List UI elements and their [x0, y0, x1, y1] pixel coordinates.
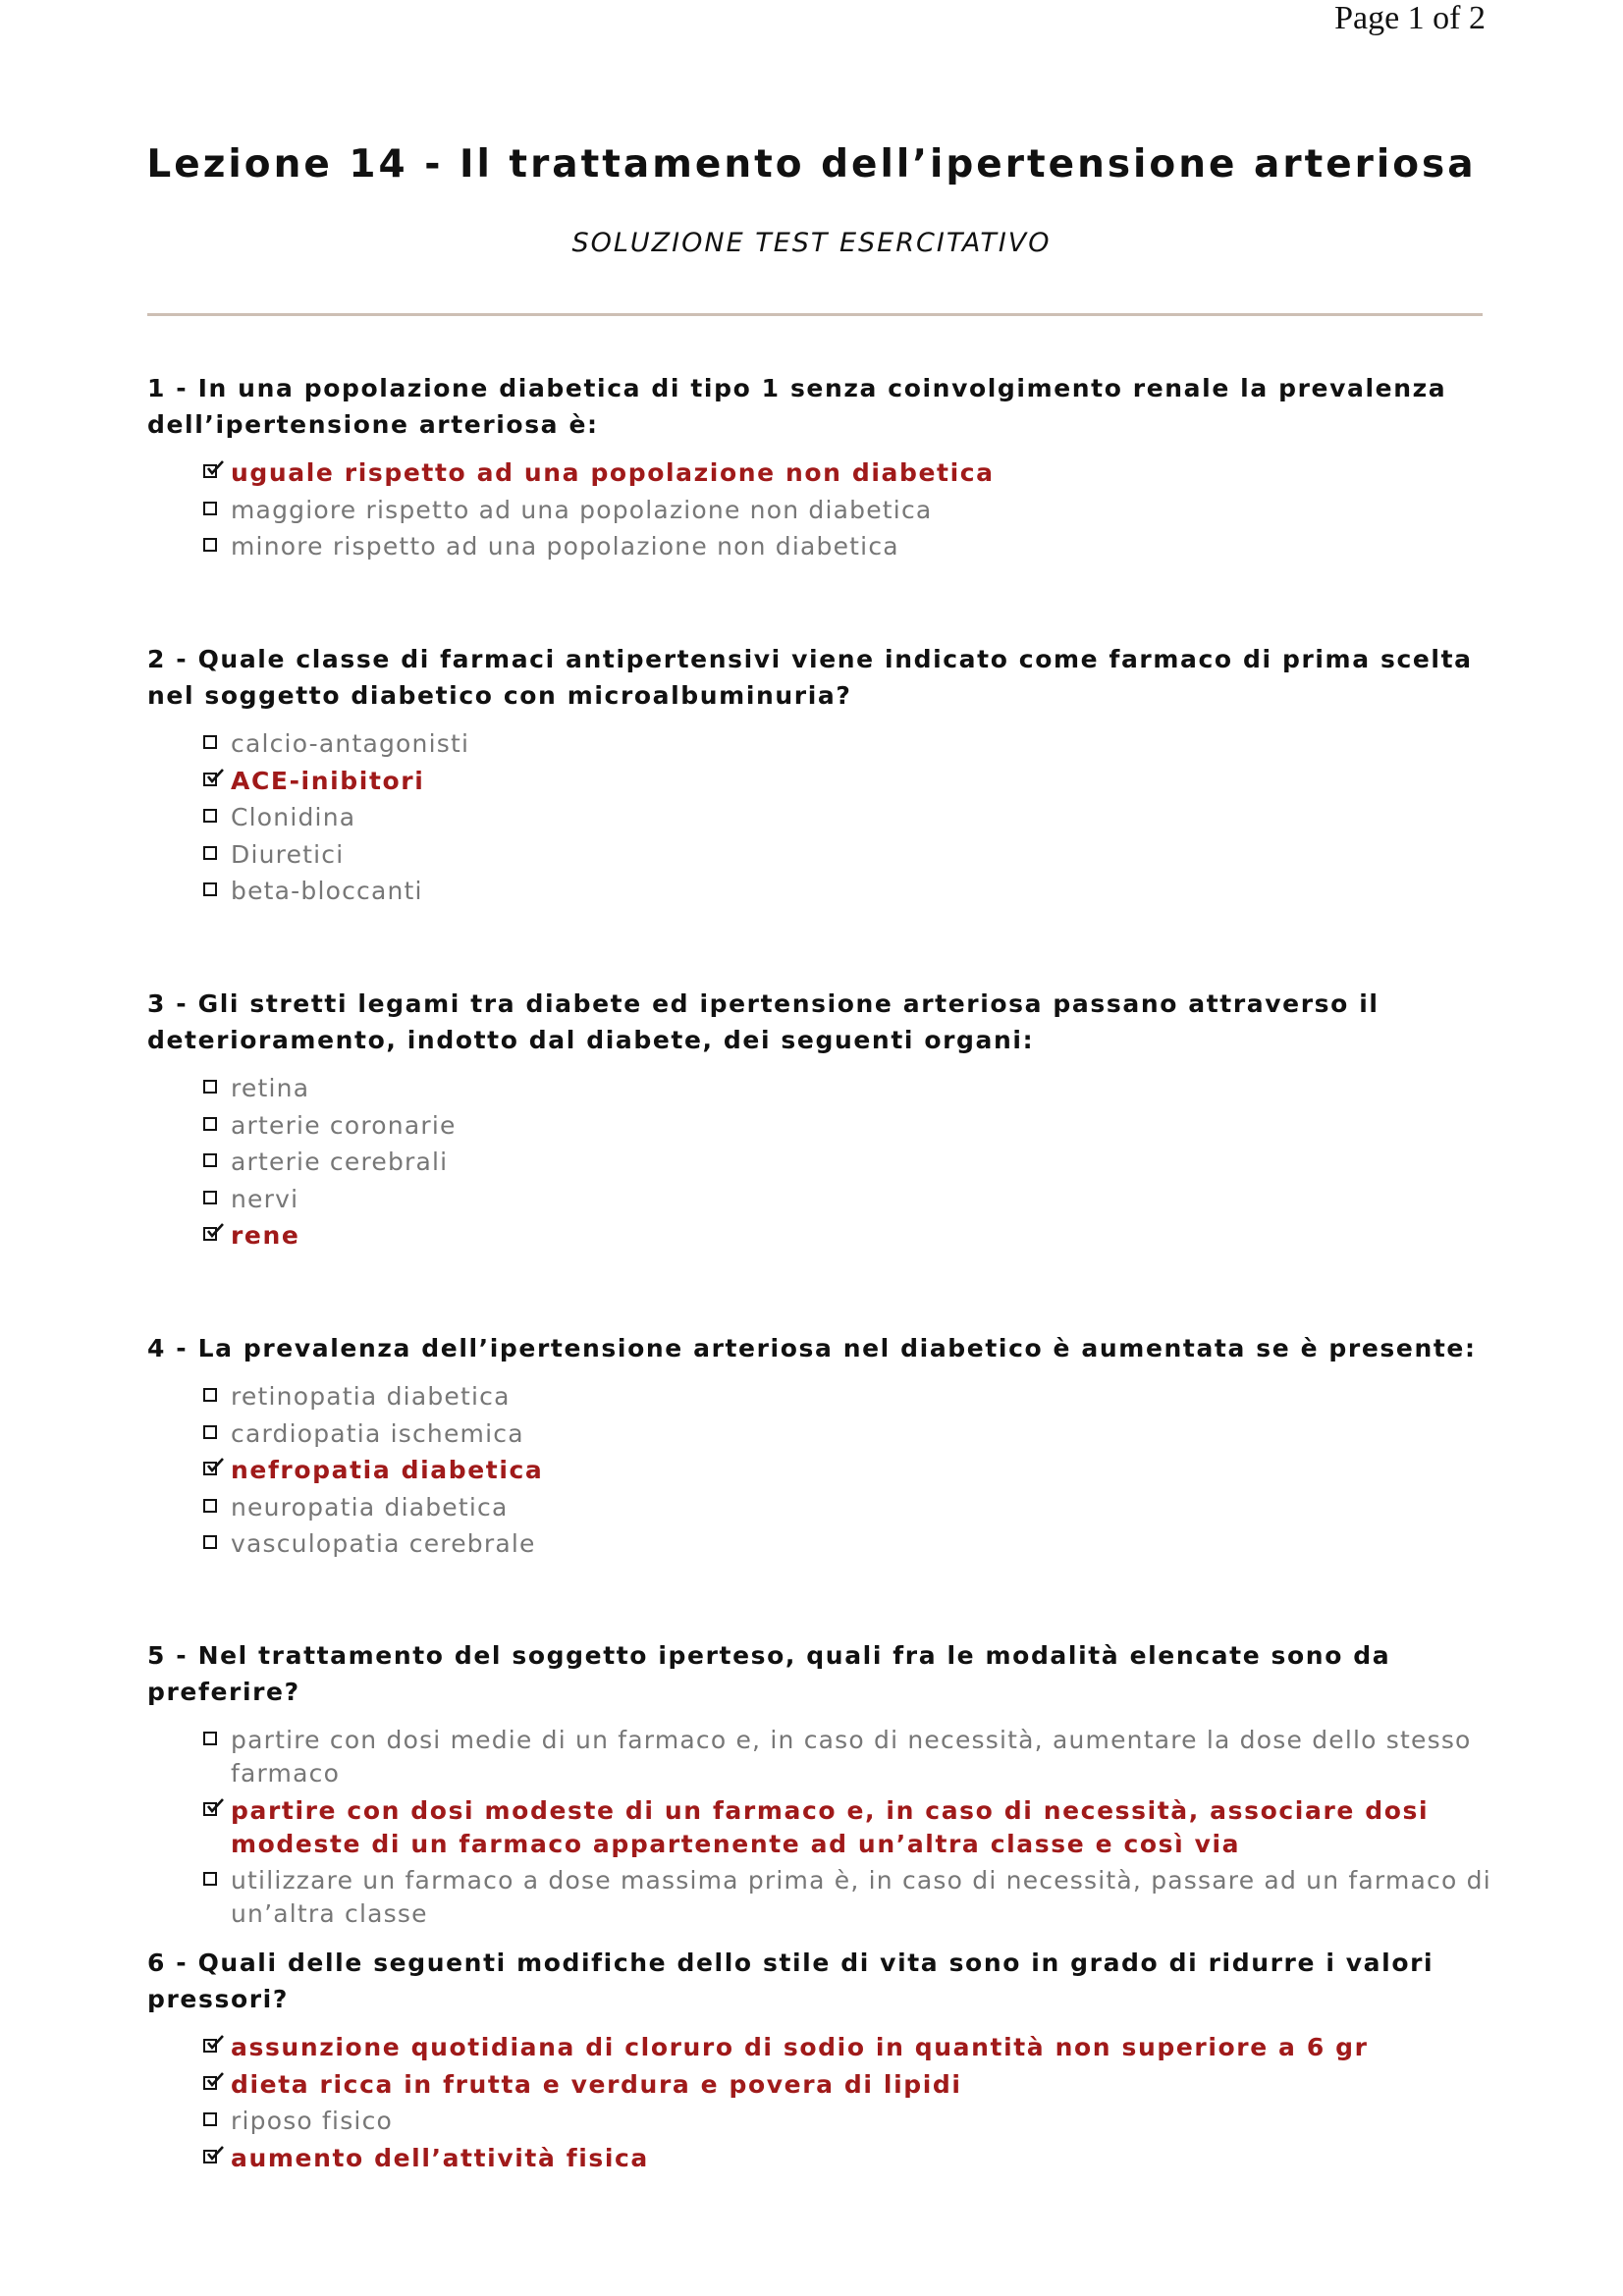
answer-option [147, 494, 1492, 527]
checkbox-icon[interactable] [203, 502, 217, 515]
checkbox-icon[interactable] [203, 1080, 217, 1094]
answer-list [147, 456, 1492, 563]
answer-option-correct [147, 765, 1492, 798]
checkmark-icon [207, 1223, 224, 1240]
checked-checkbox-icon[interactable] [203, 2150, 217, 2163]
answer-option [147, 727, 1492, 761]
answer-text: partire con dosi modeste di un farmaco e, in caso di necessità, associare dosi modeste di un farmaco appartenente ad un’altra classe e così via [231, 1795, 1430, 1858]
answer-text: aumento dell’attività fisica [231, 2143, 649, 2172]
answer-text: assunzione quotidiana di cloruro di sodio in quantità non superiore a 6 gr [231, 2033, 1369, 2061]
checkmark-icon [207, 2072, 224, 2089]
checked-checkbox-icon[interactable] [203, 464, 217, 478]
checkmark-icon [207, 1458, 224, 1474]
checked-checkbox-icon[interactable] [203, 2039, 217, 2053]
checkbox-icon[interactable] [203, 1191, 217, 1204]
question-3 [147, 986, 1492, 1256]
answer-text: vasculopatia cerebrale [231, 1529, 536, 1558]
answer-list [147, 1724, 1492, 1931]
checkbox-icon[interactable] [203, 735, 217, 749]
answer-text: Diuretici [231, 839, 345, 869]
answer-option [147, 1417, 1492, 1451]
answer-list [147, 1072, 1492, 1253]
checkbox-icon[interactable] [203, 1388, 217, 1402]
answer-text: nervi [231, 1184, 299, 1213]
answer-text: nefropatia diabetica [231, 1456, 544, 1484]
answer-option [147, 1072, 1492, 1105]
answer-option [147, 875, 1492, 908]
answer-text: partire con dosi medie di un farmaco e, in caso di necessità, aumentare la dose dello stesso farmaco [231, 1726, 1472, 1788]
checkbox-icon[interactable] [203, 882, 217, 896]
answer-option [147, 1146, 1492, 1179]
checked-checkbox-icon[interactable] [203, 1227, 217, 1241]
checkbox-icon[interactable] [203, 1535, 217, 1549]
question-4 [147, 1330, 1492, 1565]
checkmark-icon [207, 460, 224, 477]
answer-option [147, 1109, 1492, 1143]
question-5 [147, 1637, 1492, 1935]
question-text: 3 - Gli stretti legami tra diabete ed ipertensione arteriosa passano attraverso il deterioramento, indotto dal diabete, dei seguenti organi: [147, 989, 1380, 1054]
checkbox-icon[interactable] [203, 1425, 217, 1439]
question-6 [147, 1945, 1492, 2178]
checkbox-icon[interactable] [203, 1872, 217, 1886]
title-divider [147, 313, 1483, 316]
answer-option-correct [147, 1219, 1492, 1253]
checkmark-icon [207, 1798, 224, 1815]
checked-checkbox-icon[interactable] [203, 773, 217, 786]
question-text: 4 - La prevalenza dell’ipertensione arteriosa nel diabetico è aumentata se è presente: [147, 1334, 1477, 1362]
answer-text: retinopatia diabetica [231, 1382, 511, 1411]
answer-text: retina [231, 1074, 310, 1102]
answer-option [147, 1380, 1492, 1414]
question-text: 1 - In una popolazione diabetica di tipo 1 senza coinvolgimento renale la prevalenza dell’ipertensione arteriosa è: [147, 374, 1447, 439]
answer-option [147, 2105, 1492, 2138]
answer-text: arterie coronarie [231, 1110, 457, 1140]
answer-text: arterie cerebrali [231, 1148, 449, 1176]
question-2 [147, 641, 1492, 912]
answer-list [147, 2031, 1492, 2175]
checkbox-icon[interactable] [203, 2112, 217, 2126]
page-title: Lezione 14 - Il trattamento dell’ipertensione arteriosa [146, 142, 1477, 187]
answer-option [147, 530, 1492, 563]
checkbox-icon[interactable] [203, 1732, 217, 1745]
answer-text: rene [231, 1221, 300, 1250]
answer-text: cardiopatia ischemica [231, 1418, 524, 1448]
answer-option [147, 801, 1492, 834]
checkbox-icon[interactable] [203, 1153, 217, 1167]
question-text: 6 - Quali delle seguenti modifiche dello stile di vita sono in grado di ridurre i valori pressori? [147, 1949, 1434, 2013]
answer-text: neuropatia diabetica [231, 1492, 509, 1522]
answer-text: maggiore rispetto ad una popolazione non diabetica [231, 495, 933, 524]
checkmark-icon [207, 2035, 224, 2052]
answer-text: riposo fisico [231, 2107, 394, 2135]
question-1 [147, 370, 1492, 567]
page-number: Page 1 of 2 [1334, 0, 1486, 36]
answer-option [147, 1527, 1492, 1561]
answer-option-correct [147, 2142, 1492, 2175]
answer-text: calcio-antagonisti [231, 729, 470, 758]
answer-option-correct [147, 1794, 1492, 1861]
checkbox-icon[interactable] [203, 1499, 217, 1513]
answer-text: beta-bloccanti [231, 877, 423, 905]
answer-text: utilizzare un farmaco a dose massima prima è, in caso di necessità, passare ad un farmaco di un’altra classe [231, 1866, 1491, 1928]
answer-text: ACE-inibitori [231, 766, 425, 795]
answer-option [147, 838, 1492, 872]
checked-checkbox-icon[interactable] [203, 1462, 217, 1475]
page-subtitle: SOLUZIONE TEST ESERCITATIVO [571, 228, 1052, 258]
answer-option [147, 1864, 1492, 1931]
answer-option-correct [147, 1454, 1492, 1487]
answer-list [147, 727, 1492, 908]
checkmark-icon [207, 769, 224, 785]
answer-option-correct [147, 456, 1492, 490]
answer-text: minore rispetto ad una popolazione non diabetica [231, 532, 899, 561]
question-text: 5 - Nel trattamento del soggetto iperteso, quali fra le modalità elencate sono da preferire? [147, 1641, 1391, 1706]
checkbox-icon[interactable] [203, 1117, 217, 1131]
checked-checkbox-icon[interactable] [203, 1802, 217, 1816]
checkmark-icon [207, 2146, 224, 2163]
answer-text: dieta ricca in frutta e verdura e povera di lipidi [231, 2069, 962, 2099]
checkbox-icon[interactable] [203, 538, 217, 552]
checkbox-icon[interactable] [203, 846, 217, 860]
checked-checkbox-icon[interactable] [203, 2076, 217, 2090]
question-text: 2 - Quale classe di farmaci antipertensivi viene indicato come farmaco di prima scelta nel soggetto diabetico con microalbuminuria? [147, 645, 1473, 710]
answer-option [147, 1183, 1492, 1216]
answer-text: Clonidina [231, 803, 356, 831]
answer-text: uguale rispetto ad una popolazione non diabetica [231, 458, 995, 487]
checkbox-icon[interactable] [203, 809, 217, 823]
answer-option [147, 1491, 1492, 1524]
answer-list [147, 1380, 1492, 1561]
answer-option-correct [147, 2031, 1492, 2064]
answer-option [147, 1724, 1492, 1790]
answer-option-correct [147, 2068, 1492, 2102]
